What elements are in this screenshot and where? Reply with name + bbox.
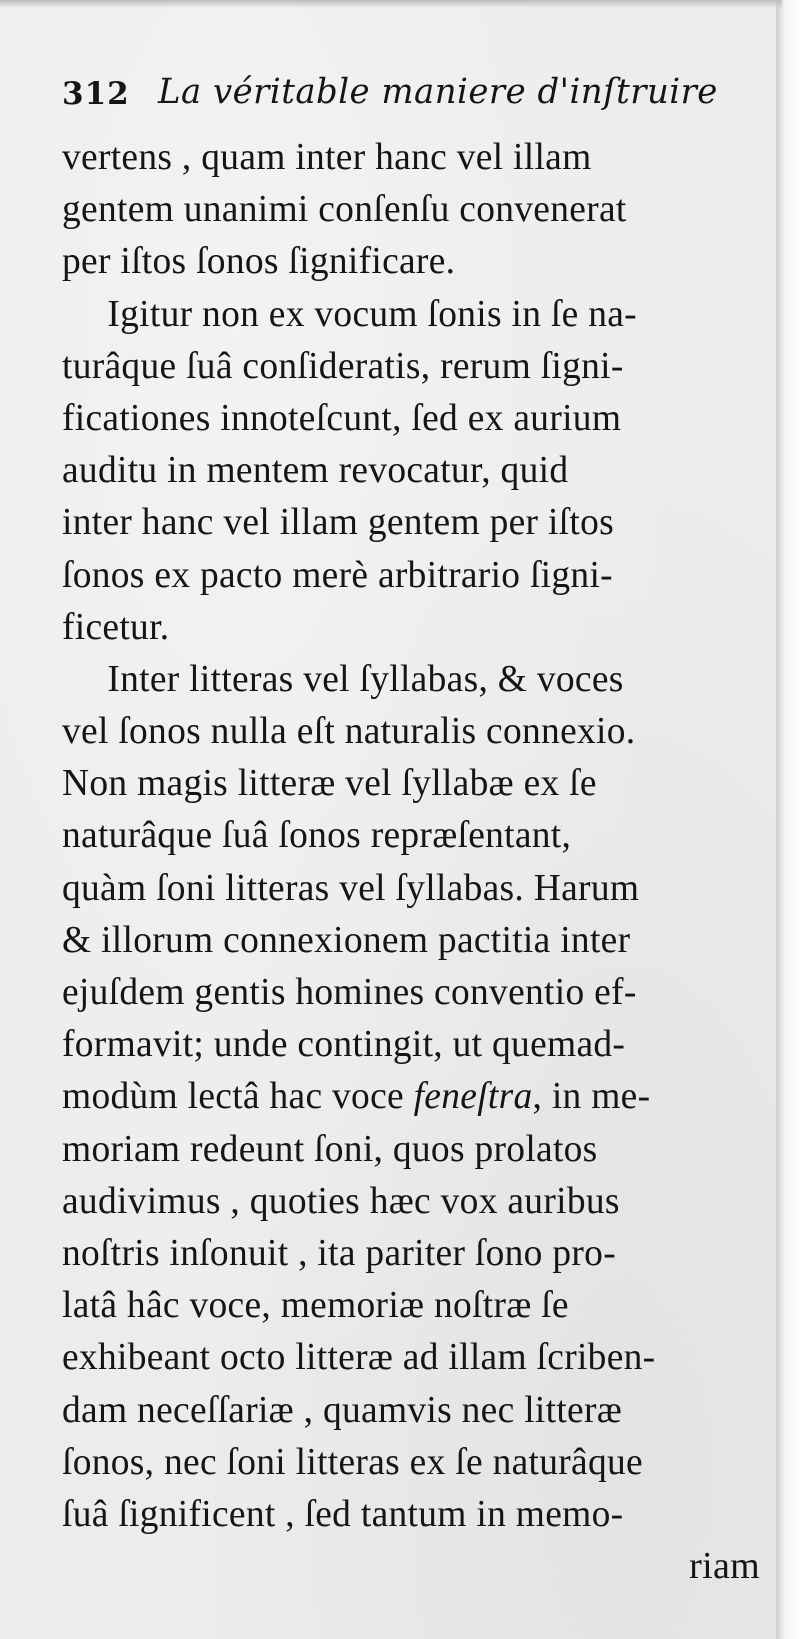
text-line [62,705,752,757]
text-line [62,653,752,705]
text-line [62,1279,752,1331]
text-line [62,914,752,966]
text-line [62,862,752,914]
text-segment: Igitur non ex vocum ſonis in ſe na- [107,292,637,335]
page-number: 312 [62,76,130,112]
text-line [62,496,752,548]
text-line [62,1018,752,1070]
text-line [62,809,752,861]
text-segment: audivimus , quoties hæc vox auribus [62,1179,620,1222]
text-segment: ſonos ex pacto merè arbitrario ſigni- [62,553,613,596]
text-segment: moriam redeunt ſoni, quos prolatos [62,1127,598,1170]
text-segment: Non magis litteræ vel ſyllabæ ex ſe [62,762,597,805]
text-line [62,392,752,444]
text-line [62,1175,752,1227]
text-segment: naturâque ſuâ ſonos repræſentant, [62,814,572,857]
text-line [62,183,752,235]
text-line [62,757,752,809]
page-edge [776,0,800,1639]
page-top-shadow [0,0,782,8]
text-segment: , in me- [532,1075,651,1118]
text-line [62,1070,752,1122]
text-line [62,444,752,496]
text-line [62,1331,752,1383]
text-segment: riam [689,1545,760,1588]
text-segment: & illorum connexionem pactitia inter [62,918,631,961]
page-header [62,70,718,118]
running-title: La véritable maniere d'inſtruire [158,72,718,112]
text-segment: gentem unanimi conſenſu convenerat [62,188,627,231]
text-line [62,1436,752,1488]
italic-word: feneſtra [413,1075,533,1118]
text-segment: exhibeant octo litteræ ad illam ſcriben- [62,1336,656,1379]
text-line [62,601,752,653]
text-segment: ſuâ ſignificent , ſed tantum in memo- [62,1492,624,1535]
text-segment: ſonos, nec ſoni litteras ex ſe naturâque [62,1440,643,1483]
text-line [62,288,752,340]
text-segment: dam neceſſariæ , quamvis nec litteræ [62,1388,623,1431]
text-line [62,235,752,287]
text-segment: vel ſonos nulla eſt naturalis connexio. [62,710,636,753]
text-line [62,340,752,392]
text-segment: auditu in mentem revocatur, quid [62,449,569,492]
text-line [62,131,752,183]
text-line [62,1227,752,1279]
text-segment: per iſtos ſonos ſignificare. [62,240,456,283]
text-line [62,1384,752,1436]
body-text [62,131,762,1592]
text-segment: inter hanc vel illam gentem per iſtos [62,501,614,544]
text-segment: latâ hâc voce, memoriæ noſtræ ſe [62,1284,569,1327]
text-line [62,1123,752,1175]
text-segment: ficationes innoteſcunt, ſed ex aurium [62,396,622,439]
text-segment: quàm ſoni litteras vel ſyllabas. Harum [62,866,640,909]
text-line [62,966,752,1018]
text-segment: modùm lectâ hac voce [62,1075,414,1118]
text-segment: ficetur. [62,605,170,648]
text-line [62,549,752,601]
text-segment: noſtris inſonuit , ita pariter ſono pro- [62,1231,616,1274]
text-line [62,1488,752,1540]
catchword [62,1540,762,1592]
text-segment: Inter litteras vel ſyllabas, & voces [107,657,624,700]
text-segment: vertens , quam inter hanc vel illam [62,136,592,178]
text-segment: turâque ſuâ conſideratis, rerum ſigni- [62,344,624,387]
text-segment: formavit; unde contingit, ut quemad- [62,1023,626,1066]
text-segment: ejuſdem gentis homines conventio ef- [62,971,637,1013]
